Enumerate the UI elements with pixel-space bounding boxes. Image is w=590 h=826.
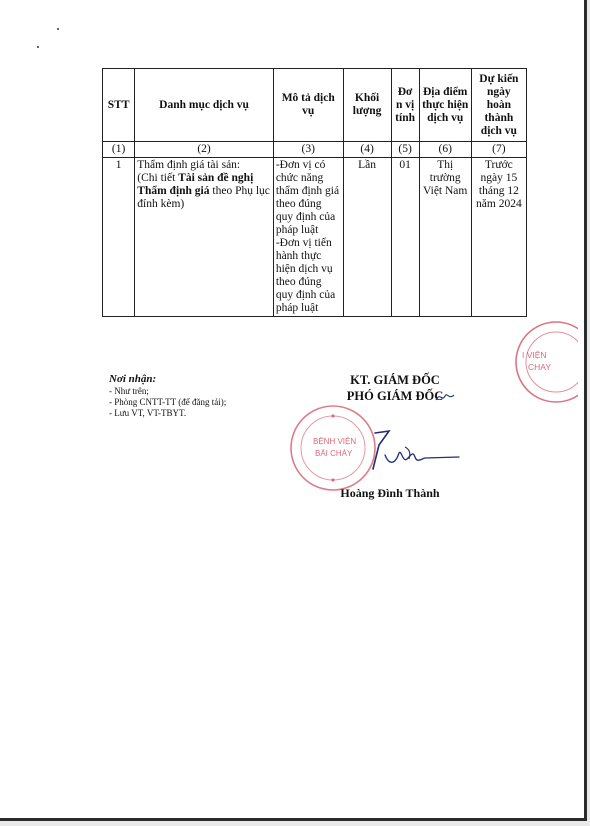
header-stt: STT [103,69,135,142]
header-location: Địa điểm thực hiện dịch vụ [419,69,471,142]
column-number: (1) [103,142,135,158]
service-line-1: Thẩm định giá tài sản: [137,159,241,171]
row-completion: Trước ngày 15 tháng 12 năm 2024 [471,158,526,317]
table-header-row [103,69,527,142]
row-stt: 1 [103,158,135,317]
scan-speck [57,28,59,30]
row-unit: 01 [391,158,419,317]
recipient-item: - Lưu VT, VT-TBYT. [109,408,187,418]
header-service: Danh mục dịch vụ [135,69,274,142]
header-quantity: Khối lượng [343,69,391,142]
row-service [135,158,274,317]
signature-line-1: KT. GIÁM ĐỐC [350,373,440,387]
row-quantity: Lần [343,158,391,317]
handwritten-signature [355,425,465,477]
signer-name: Hoàng Đình Thành [340,486,440,500]
service-table [102,68,527,317]
seal-text-1: BỆNH VIỆN [313,437,357,446]
table-row [103,158,527,317]
column-number: (5) [391,142,419,158]
column-number: (6) [419,142,471,158]
recipient-item: - Phòng CNTT-TT (để đăng tải); [109,397,227,407]
header-completion: Dự kiến ngày hoàn thành dịch vụ [471,69,526,142]
recipient-item: - Như trên; [109,386,149,396]
column-number: (3) [273,142,343,158]
column-number-row [103,142,527,158]
header-unit: Đơ n vị tính [391,69,419,142]
row-description: -Đơn vị có chức năng thẩm định giá theo đúng quy định của pháp luật -Đơn vị tiến hành thực hiện dịch vụ theo đúng quy định của pháp luật [273,158,343,317]
seal-text-2: BÃI CHÁY [315,449,353,458]
signature-line-2: PHÓ GIÁM ĐỐC [346,389,444,403]
service-prefix: (Chi tiết [137,172,179,184]
column-number: (7) [471,142,526,158]
row-location: Thị trường Việt Nam [419,158,471,317]
column-number: (2) [135,142,274,158]
edge-seal-stamp [508,318,578,410]
edge-seal-text-1: I VIỆN [522,350,547,360]
scan-speck [37,46,39,48]
recipients-block [109,374,226,419]
initials-mark [434,390,456,404]
column-number: (4) [343,142,391,158]
header-description: Mô tả dịch vụ [273,69,343,142]
recipients-title: Nơi nhận: [109,373,157,385]
service-suffix: theo Phụ lục đính kèm) [137,185,270,210]
edge-seal-text-2: CHAY [528,362,551,372]
service-bold: Tài sản đề nghị Thẩm định giá [137,172,254,197]
